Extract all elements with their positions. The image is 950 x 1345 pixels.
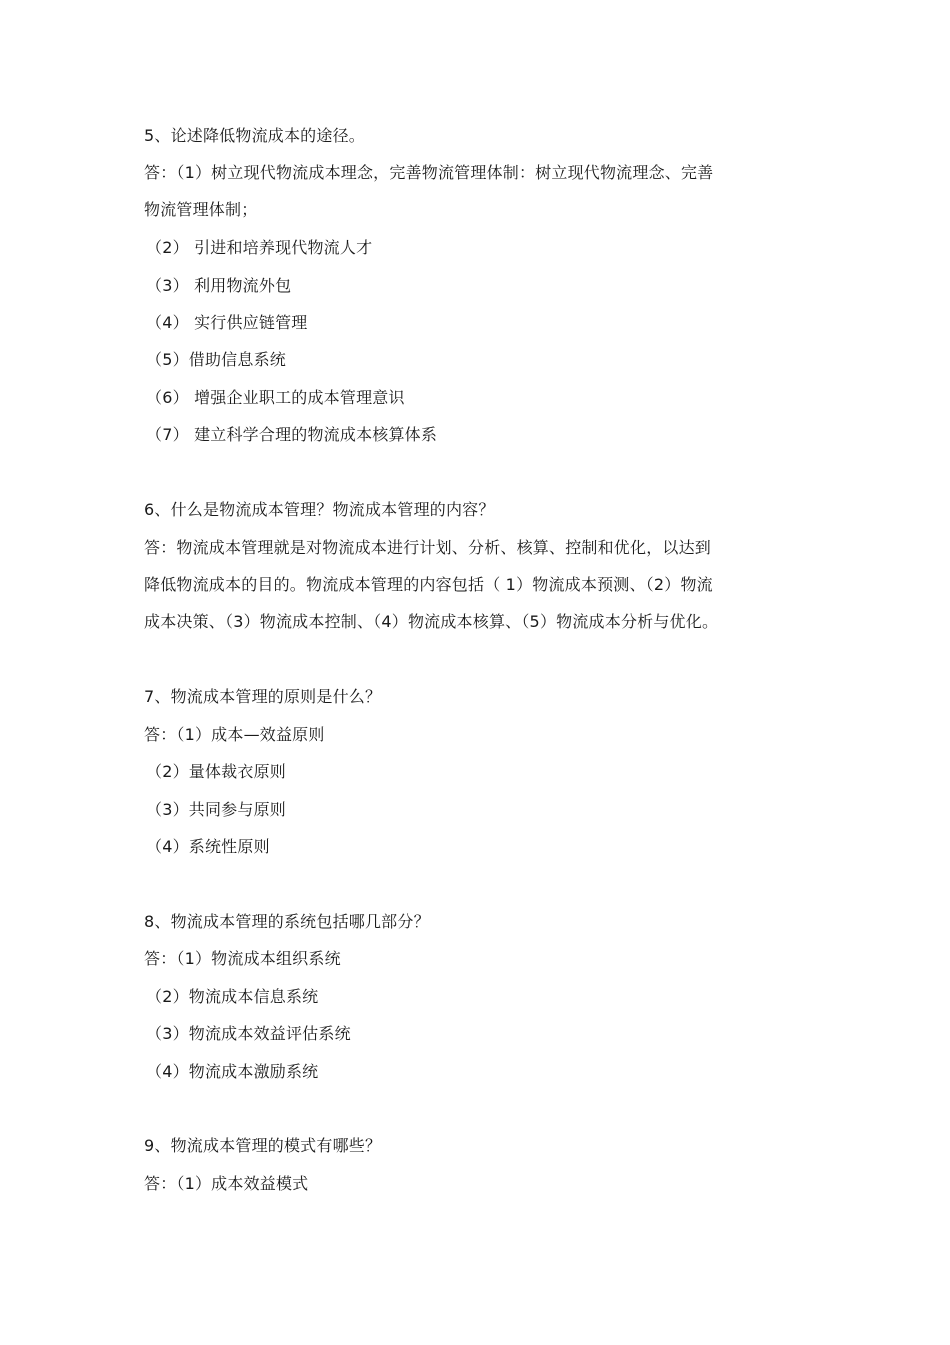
answer-5-line-4: （3） 利用物流外包 <box>146 276 292 295</box>
answer-5-line-7: （6） 增强企业职工的成本管理意识 <box>146 388 405 407</box>
answer-7-line-3: （3）共同参与原则 <box>146 800 286 819</box>
answer-9-line-1: 答：（1）成本效益模式 <box>144 1174 309 1193</box>
answer-5-line-6: （5）借助信息系统 <box>146 350 286 369</box>
question-5: 5、论述降低物流成本的途径。 <box>144 126 365 145</box>
answer-5-line-5: （4） 实行供应链管理 <box>146 313 308 332</box>
question-8: 8、物流成本管理的系统包括哪几部分？ <box>144 912 430 931</box>
answer-8-line-2: （2）物流成本信息系统 <box>146 987 319 1006</box>
answer-6-line-2: 降低物流成本的目的。物流成本管理的内容包括（ 1）物流成本预测、（2）物流 <box>144 575 713 594</box>
answer-6-line-1: 答：物流成本管理就是对物流成本进行计划、分析、核算、控制和优化，以达到 <box>144 538 712 557</box>
question-7: 7、物流成本管理的原则是什么？ <box>144 687 382 706</box>
answer-7-line-1: 答：（1）成本—效益原则 <box>144 725 325 744</box>
answer-7-line-4: （4）系统性原则 <box>146 837 270 856</box>
answer-8-line-4: （4）物流成本激励系统 <box>146 1062 319 1081</box>
question-6: 6、什么是物流成本管理？物流成本管理的内容？ <box>144 500 495 519</box>
answer-6-line-3: 成本决策、（3）物流成本控制、（4）物流成本核算、（5）物流成本分析与优化。 <box>144 612 719 631</box>
answer-8-line-3: （3）物流成本效益评估系统 <box>146 1024 351 1043</box>
answer-5-line-2: 物流管理体制； <box>144 200 258 219</box>
answer-5-line-1: 答：（1）树立现代物流成本理念，完善物流管理体制：树立现代物流理念、完善 <box>144 163 714 182</box>
answer-8-line-1: 答：（1）物流成本组织系统 <box>144 949 341 968</box>
answer-7-line-2: （2）量体裁衣原则 <box>146 762 286 781</box>
answer-5-line-8: （7） 建立科学合理的物流成本核算体系 <box>146 425 438 444</box>
question-9: 9、物流成本管理的模式有哪些？ <box>144 1136 382 1155</box>
answer-5-line-3: （2） 引进和培养现代物流人才 <box>146 238 373 257</box>
